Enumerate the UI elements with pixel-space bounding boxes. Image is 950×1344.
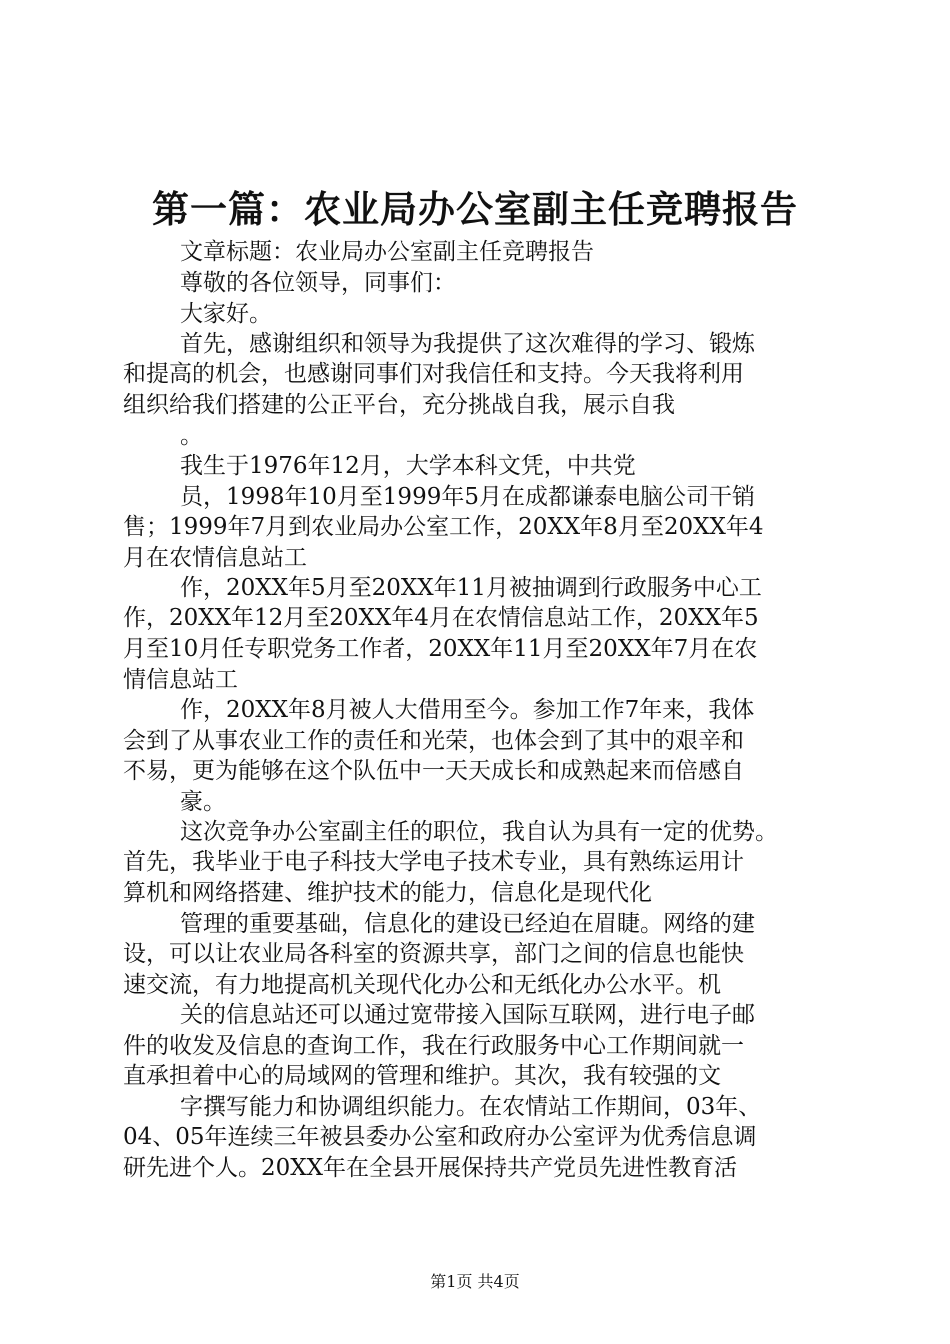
- text-line: 员，1998年10月至1999年5月在成都谦泰电脑公司干销: [180, 484, 755, 510]
- text-line: 文章标题：农业局办公室副主任竞聘报告: [180, 239, 594, 265]
- text-line: 作，20XX年8月被人大借用至今。参加工作7年来，我体: [180, 697, 755, 723]
- text-line: 月在农情信息站工: [123, 545, 307, 571]
- text-line: 设，可以让农业局各科室的资源共享，部门之间的信息也能快: [123, 941, 744, 967]
- text-line: 研先进个人。20XX年在全县开展保持共产党员先进性教育活: [123, 1155, 738, 1181]
- text-line: 直承担着中心的局域网的管理和维护。其次，我有较强的文: [123, 1063, 721, 1089]
- text-line: 和提高的机会，也感谢同事们对我信任和支持。今天我将利用: [123, 361, 744, 387]
- text-line: 会到了从事农业工作的责任和光荣，也体会到了其中的艰辛和: [123, 728, 744, 754]
- text-line: 尊敬的各位领导，同事们：: [180, 270, 456, 296]
- text-line: 。: [180, 423, 203, 449]
- text-line: 件的收发及信息的查询工作，我在行政服务中心工作期间就一: [123, 1033, 744, 1059]
- text-line: 我生于1976年12月，大学本科文凭，中共党: [180, 453, 636, 479]
- text-line: 大家好。: [180, 301, 272, 327]
- text-line: 组织给我们搭建的公正平台，充分挑战自我，展示自我: [123, 392, 675, 418]
- document-title: 第一篇：农业局办公室副主任竞聘报告: [152, 187, 798, 231]
- text-line: 首先，我毕业于电子科技大学电子技术专业，具有熟练运用计: [123, 849, 744, 875]
- text-line: 售；1999年7月到农业局办公室工作，20XX年8月至20XX年4: [123, 514, 764, 540]
- text-line: 这次竞争办公室副主任的职位，我自认为具有一定的优势。: [180, 819, 778, 845]
- text-line: 管理的重要基础，信息化的建设已经迫在眉睫。网络的建: [180, 911, 755, 937]
- text-line: 算机和网络搭建、维护技术的能力，信息化是现代化: [123, 880, 652, 906]
- text-line: 关的信息站还可以通过宽带接入国际互联网，进行电子邮: [180, 1002, 755, 1028]
- text-line: 作，20XX年12月至20XX年4月在农情信息站工作，20XX年5: [123, 605, 759, 631]
- text-line: 04、05年连续三年被县委办公室和政府办公室评为优秀信息调: [123, 1124, 757, 1150]
- text-line: 月至10月任专职党务工作者，20XX年11月至20XX年7月在农: [123, 636, 758, 662]
- text-line: 首先，感谢组织和领导为我提供了这次难得的学习、锻炼: [180, 331, 755, 357]
- text-line: 速交流，有力地提高机关现代化办公和无纸化办公水平。机: [123, 972, 721, 998]
- page-footer: 第1页 共4页: [430, 1272, 520, 1291]
- text-line: 不易，更为能够在这个队伍中一天天成长和成熟起来而倍感自: [123, 758, 744, 784]
- text-line: 作，20XX年5月至20XX年11月被抽调到行政服务中心工: [180, 575, 762, 601]
- text-line: 字撰写能力和协调组织能力。在农情站工作期间，03年、: [180, 1094, 762, 1120]
- text-line: 情信息站工: [123, 667, 238, 693]
- text-line: 豪。: [180, 789, 226, 815]
